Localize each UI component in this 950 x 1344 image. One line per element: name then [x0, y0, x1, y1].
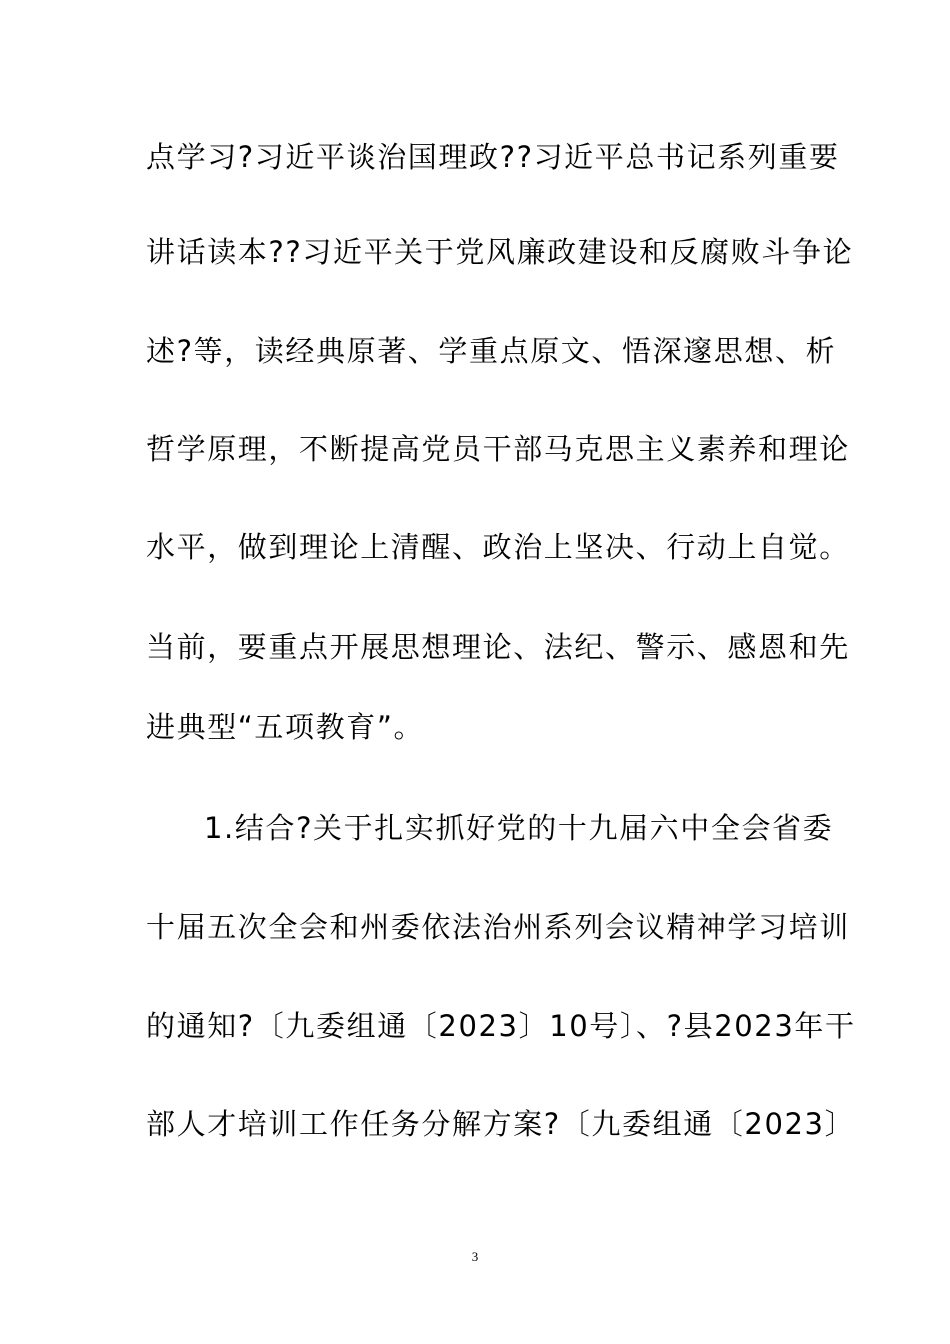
body-text-line: 当前，要重点开展思想理论、法纪、警示、感恩和先 [146, 630, 850, 664]
body-text-line: 述?等，读经典原著、学重点原文、悟深邃思想、析 [146, 334, 837, 368]
body-text-line: 的通知?〔九委组通〔2023〕10号〕、?县2023年干 [146, 1009, 856, 1043]
body-text-line: 水平，做到理论上清醒、政治上坚决、行动上自觉。 [146, 530, 850, 564]
body-text-line: 十届五次全会和州委依法治州系列会议精神学习培训 [146, 910, 850, 944]
body-text-line: 点学习?习近平谈治国理政??习近平总书记系列重要 [146, 140, 840, 174]
paragraph-start-line: 1.结合?关于扎实抓好党的十九届六中全会省委 [204, 811, 834, 845]
body-text-line: 讲话读本??习近平关于党风廉政建设和反腐败斗争论 [146, 235, 854, 269]
body-text-line: 部人才培训工作任务分解方案?〔九委组通〔2023〕 [146, 1107, 856, 1141]
body-text-line: 进典型“五项教育”。 [146, 710, 425, 744]
page-number: 3 [471, 1249, 479, 1264]
body-text-line: 哲学原理，不断提高党员干部马克思主义素养和理论 [146, 432, 850, 466]
